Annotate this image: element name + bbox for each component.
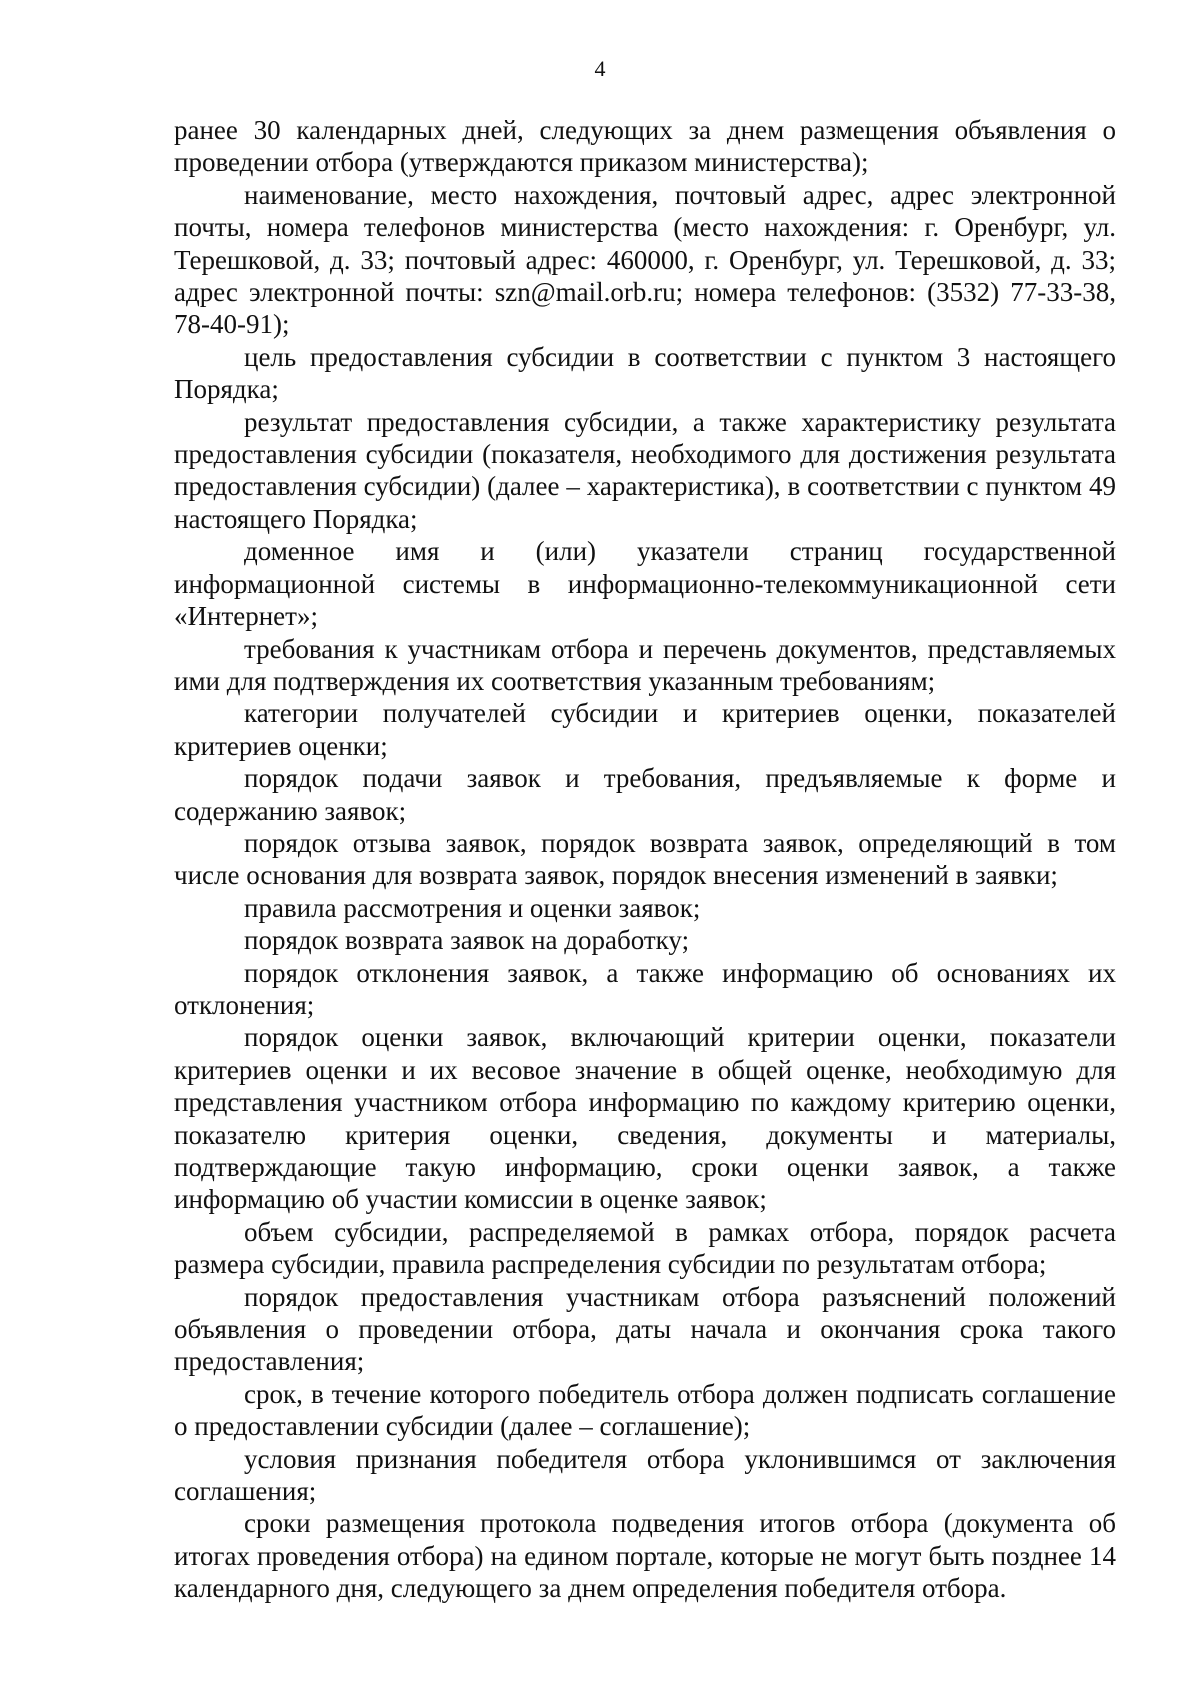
paragraph-protocol-publication: сроки размещения протокола подведения итогов отбора (документа об итогах проведения отбора) на едином портале, которые не могут быть позднее 14 календарного дня, следующего за днем определения победителя отбора. bbox=[174, 1508, 1116, 1604]
paragraph-evasion-conditions: условия признания победителя отбора уклонившимся от заключения соглашения; bbox=[174, 1443, 1116, 1507]
paragraph-clarifications: порядок предоставления участникам отбора разъяснений положений объявления о проведении отбора, даты начала и окончания срока такого предоставления; bbox=[174, 1281, 1116, 1377]
paragraph-domain-name: доменное имя и (или) указатели страниц государственной информационной системы в информационно-телекоммуникационной сети «Интернет»; bbox=[174, 536, 1116, 632]
paragraph-continuation: ранее 30 календарных дней, следующих за днем размещения объявления о проведении отбора (утверждаются приказом министерства); bbox=[174, 115, 1116, 178]
paragraph-return-for-revision: порядок возврата заявок на доработку; bbox=[244, 925, 690, 956]
paragraph-application-submission: порядок подачи заявок и требования, предъявляемые к форме и содержанию заявок; bbox=[174, 763, 1116, 826]
paragraph-ministry-contacts: наименование, место нахождения, почтовый адрес, адрес электронной почты, номера телефонов министерства (место нахождения: г. Оренбург, ул. Терешковой, д. 33; почтовый адрес: 460000, г. Оренбург, ул. Терешковой, д. 33; адрес электронной почты: szn@mail.orb.ru; номера телефонов: (3532) 77-33-38, 78-40-91); bbox=[174, 179, 1116, 340]
paragraph-agreement-deadline: срок, в течение которого победитель отбора должен подписать соглашение о предоставлении субсидии (далее – соглашение); bbox=[174, 1378, 1116, 1442]
page-number: 4 bbox=[594, 56, 606, 81]
paragraph-participant-requirements: требования к участникам отбора и перечень документов, представляемых ими для подтверждения их соответствия указанным требованиям; bbox=[174, 633, 1116, 696]
paragraph-subsidy-result: результат предоставления субсидии, а также характеристику результата предоставления субсидии (показателя, необходимого для достижения результата предоставления субсидии) (далее – характеристика), в соответствии с пунктом 49 настоящего Порядка; bbox=[174, 406, 1116, 534]
paragraph-application-withdrawal: порядок отзыва заявок, порядок возврата заявок, определяющий в том числе основания для возврата заявок, порядок внесения изменений в заявки; bbox=[174, 827, 1116, 891]
paragraph-rejection: порядок отклонения заявок, а также информацию об основаниях их отклонения; bbox=[174, 957, 1116, 1020]
paragraph-evaluation: порядок оценки заявок, включающий критерии оценки, показатели критериев оценки и их весовое значение в общей оценке, необходимую для представления участником отбора информацию по каждому критерию оценки, показателю критерия оценки, сведения, документы и материалы, подтверждающие такую информацию, сроки оценки заявок, а также информацию об участии комиссии в оценке заявок; bbox=[174, 1022, 1116, 1215]
paragraph-recipient-categories: категории получателей субсидии и критериев оценки, показателей критериев оценки; bbox=[174, 698, 1116, 761]
document-body bbox=[174, 114, 1116, 1605]
paragraph-subsidy-volume: объем субсидии, распределяемой в рамках отбора, порядок расчета размера субсидии, правила распределения субсидии по результатам отбора; bbox=[174, 1216, 1116, 1280]
paragraph-subsidy-goal: цель предоставления субсидии в соответствии с пунктом 3 настоящего Порядка; bbox=[174, 341, 1116, 405]
paragraph-review-rules: правила рассмотрения и оценки заявок; bbox=[244, 892, 701, 923]
